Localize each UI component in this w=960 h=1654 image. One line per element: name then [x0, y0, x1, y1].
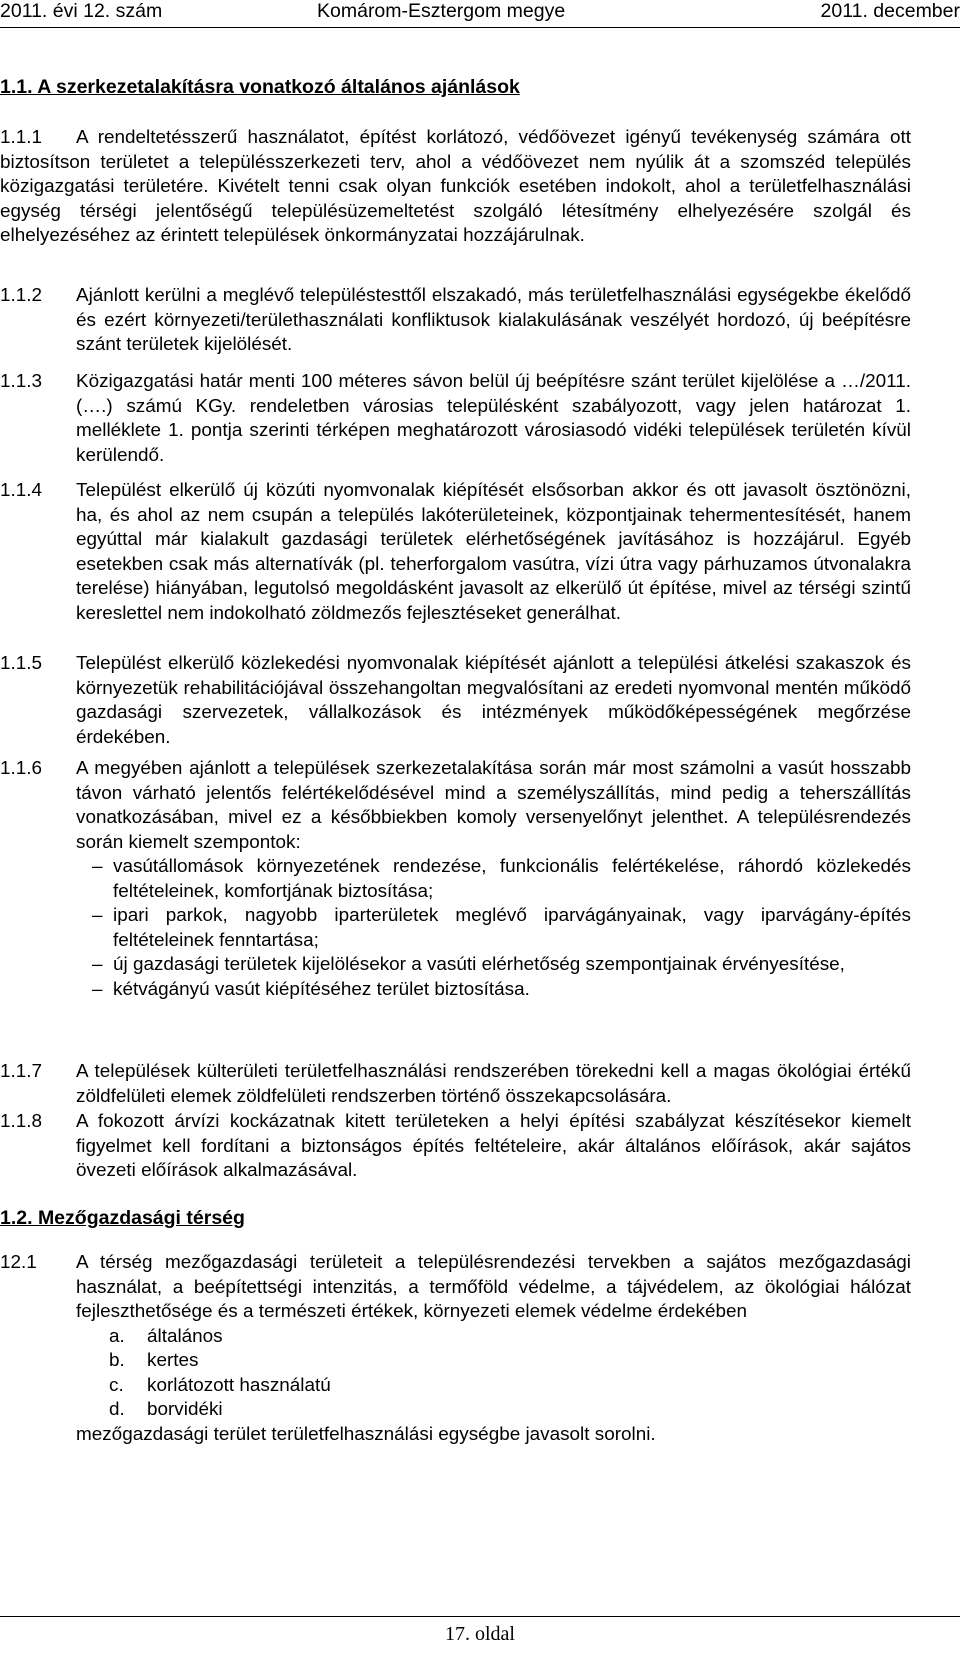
paragraph-number: 1.1.3	[0, 371, 43, 392]
closing-text: mezőgazdasági terület területfelhasználási egységbe javasolt sorolni.	[76, 1423, 656, 1445]
paragraph-number: 1.1.7	[0, 1061, 43, 1082]
list-item-text: általános	[147, 1325, 223, 1347]
list-letter: a.	[109, 1325, 125, 1347]
list-item-text: vasútállomások környezetének rendezése, funkcionális felértékelése, ráhordó közlekedés feltételeinek, komfortjának biztosítása;	[113, 856, 911, 902]
paragraph-text: A fokozott árvízi kockázatnak kitett területeken a helyi építési szabályzat készítésekor kiemelt figyelmet kell fordítani a biztonságos építés feltételeire, akár általános előírások, akár sajátos övezeti előírások alkalmazásával.	[76, 1111, 911, 1181]
list-item	[76, 978, 911, 1003]
dash-bullet: –	[92, 905, 103, 926]
list-letter: b.	[109, 1350, 125, 1371]
list-letter: d.	[109, 1399, 125, 1420]
paragraph-text: A települések külterületi területfelhasználási rendszerében törekedni kell a magas ökológiai értékű zöldfelületi elemek zöldfelületi rendszerben történő összekapcsolására.	[76, 1061, 911, 1107]
paragraph-1-1-8	[0, 1110, 911, 1184]
paragraph-text: Ajánlott kerülni a meglévő településtesttől elszakadó, más területfelhasználási egységekbe ékelődő és ezért környezeti/területhasználati konfliktusok kialakulásának veszélyét hordozó, új beépítésre szánt területek kijelölését.	[76, 285, 911, 355]
paragraph-number: 1.1.1	[0, 127, 43, 148]
paragraph-number: 1.1.5	[0, 653, 43, 674]
paragraph-1-1-7	[0, 1060, 911, 1109]
criteria-list	[76, 855, 911, 1002]
list-item	[76, 1398, 911, 1423]
paragraph-1-1-5	[0, 652, 911, 750]
list-item	[76, 1374, 911, 1399]
header-county: Komárom-Esztergom megye	[317, 0, 566, 22]
running-header	[0, 0, 960, 26]
paragraph-1-1-6	[0, 757, 911, 1002]
paragraph-1-1-4	[0, 479, 911, 626]
list-item-text: ipari parkok, nagyobb iparterületek meglévő iparvágányainak, vagy iparvágány-építés feltételeinek fenntartása;	[113, 905, 911, 951]
list-item-text: borvidéki	[147, 1399, 223, 1420]
paragraph-1-1-2	[0, 284, 911, 358]
dash-bullet: –	[92, 954, 103, 975]
paragraph-number: 1.1.8	[0, 1111, 43, 1132]
page-number: 17. oldal	[445, 1623, 515, 1645]
paragraph-number: 1.1.2	[0, 285, 43, 306]
list-item	[76, 855, 911, 904]
paragraph-1-1-1	[0, 126, 911, 249]
header-date: 2011. december	[820, 0, 960, 22]
paragraph-text: A rendeltetésszerű használatot, építést korlátozó, védőövezet igényű tevékenység számára ott biztosítson területet a településszerkezeti terv, ahol a védőövezet nem nyúlik át a szomszéd település közigazgatási területére. Kivételt tenni csak olyan funkciók esetében indokolt, ahol a területfelhasználási egység térségi jelentőségű településüzemeltetést szolgáló létesítmény elhelyezésére szolgál és elhelyezéséhez az érintett települések önkormányzatai hozzájárulnak.	[0, 127, 911, 246]
list-item-text: kertes	[147, 1350, 199, 1371]
list-item-text: korlátozott használatú	[147, 1374, 331, 1396]
list-item	[76, 1325, 911, 1350]
list-item	[76, 904, 911, 953]
footer-rule	[0, 1616, 960, 1617]
list-item-text: új gazdasági területek kijelölésekor a vasúti elérhetőség szempontjainak érvényesítése,	[113, 954, 845, 975]
paragraph-text: A megyében ajánlott a települések szerkezetalakítása során már most számolni a vasút hosszabb távon várható jelentős felértékelődésével mind a személyszállítás, mind pedig a teherszállítás vonatkozásában, mivel ez a későbbiekben komoly versenyelőnyt jelenthet. A településrendezés során kiemelt szempontok:	[76, 758, 911, 853]
section-title-1-2: 1.2. Mezőgazdasági térség	[0, 1207, 245, 1229]
paragraph-1-1-3	[0, 370, 911, 468]
dash-bullet: –	[92, 856, 103, 877]
paragraph-number: 12.1	[0, 1252, 37, 1273]
paragraph-text: Közigazgatási határ menti 100 méteres sávon belül új beépítésre szánt terület kijelölése a …/2011. (….) számú KGy. rendeletben városias településként szabályozott, vagy jelen határozat 1. melléklete 1. pontja szerinti térképen meghatározott városiasodó vidéki települések területén kívül kerülendő.	[76, 371, 911, 466]
list-item	[76, 1349, 911, 1374]
list-item	[76, 953, 911, 978]
land-use-list	[76, 1325, 911, 1423]
paragraph-number: 1.1.4	[0, 480, 43, 501]
paragraph-text: Települést elkerülő új közúti nyomvonalak kiépítését elsősorban akkor és ott javasolt ösztönözni, ha, és ahol az nem csupán a település lakóterületeinek, központjainak tehermentesítését, hanem egyúttal már kialakult gazdasági területek elérhetőségének javításához is hozzájárul. Egyéb esetekben csak más alternatívák (pl. teherforgalom vasútra, vízi útra vagy párhuzamos útvonalakra terelése) hiányában, legutolsó megoldásként javasolt az elkerülő út építése, mivel az térségi szintű kereslettel nem indokolható zöldmezős fejlesztéseket generálhat.	[76, 480, 911, 624]
list-item-text: kétvágányú vasút kiépítéséhez terület biztosítása.	[113, 978, 530, 1000]
paragraph-12-1	[0, 1251, 911, 1447]
paragraph-text: Települést elkerülő közlekedési nyomvonalak kiépítését ajánlott a települési átkelési szakaszok és környezetük rehabilitációjával összehangoltan megvalósítani az eredeti nyomvonal mentén működő gazdasági szervezetek, vállalkozások és intézmények működőképességének megőrzése érdekében.	[76, 653, 911, 748]
section-title-1-1: 1.1. A szerkezetalakításra vonatkozó általános ajánlások	[0, 76, 520, 98]
dash-bullet: –	[92, 978, 103, 1000]
paragraph-text: A térség mezőgazdasági területeit a településrendezési tervekben a sajátos mezőgazdasági használat, a beépítettségi intenzitás, a termőföld védelme, a tájvédelem, az ökológiai hálózat fejleszthetősége és a természeti értékek, környezeti elemek védelme érdekében	[76, 1252, 911, 1322]
paragraph-number: 1.1.6	[0, 758, 43, 779]
header-issue: 2011. évi 12. szám	[0, 0, 163, 22]
header-rule	[0, 27, 960, 28]
list-letter: c.	[109, 1374, 124, 1396]
